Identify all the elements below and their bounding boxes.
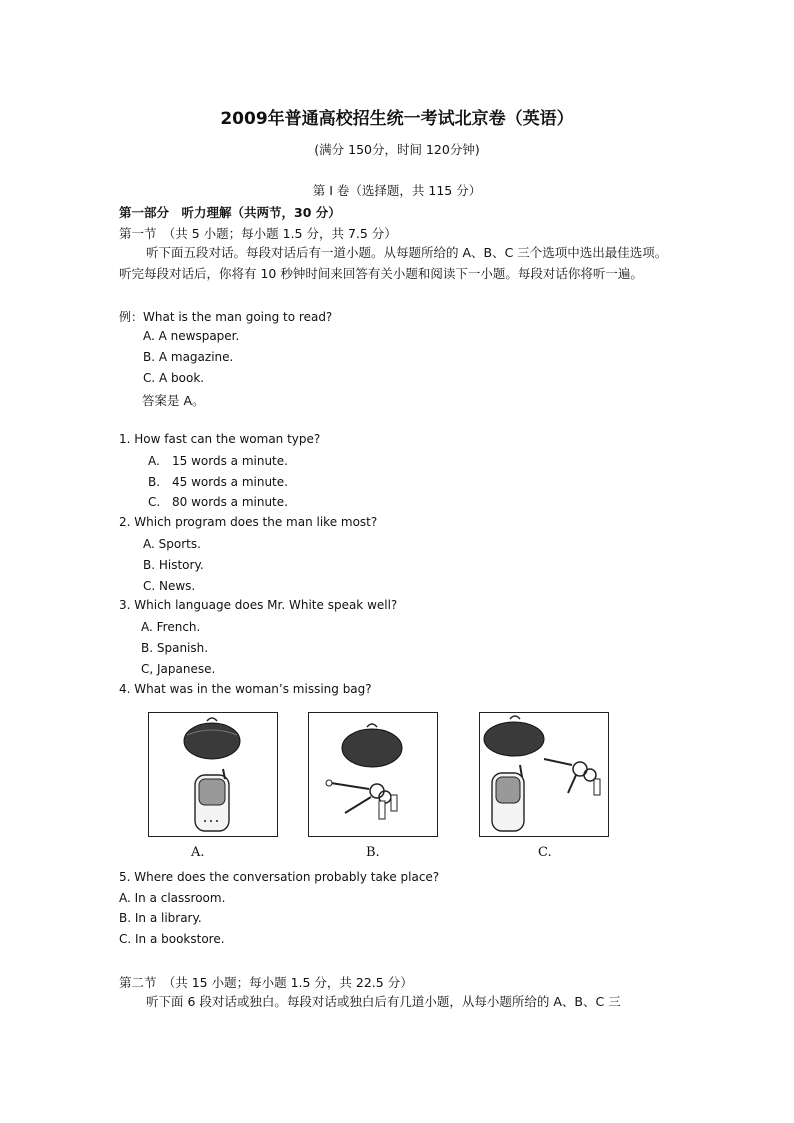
option-text: 15 words a minute. <box>172 454 288 468</box>
question-2-option-a: A. Sports. <box>143 537 201 551</box>
purse-keys-and-phone-image <box>480 713 608 836</box>
question-1-option-c <box>148 495 288 509</box>
question-3-stem: 3. Which language does Mr. White speak well? <box>119 598 398 612</box>
example-answer: 答案是 A。 <box>142 393 205 408</box>
section1-instructions: 听下面五段对话。每段对话后有一道小题。从每题所给的 A、B、C 三个选项中选出最佳选项。听完每段对话后，你将有 10 秒钟时间来回答有关小题和阅读下一小题。每段对话你将听一遍。 <box>119 245 668 281</box>
exam-title: 2009年普通高校招生统一考试北京卷（英语） <box>220 109 574 129</box>
purse-and-phone-image <box>149 713 277 836</box>
question-3-option-a: A. French. <box>141 620 201 634</box>
picture-a-label: A. <box>191 845 205 860</box>
question-5-option-c: C. In a bookstore. <box>119 932 225 946</box>
option-letter: A. <box>148 454 160 468</box>
question-5-option-b: B. In a library. <box>119 911 202 925</box>
picture-c-label: C. <box>538 845 552 860</box>
section2-instructions: 听下面 6 段对话或独白。每段对话或独白后有几道小题，从每小题所给的 A、B、C 三 <box>146 994 621 1009</box>
purse-and-keys-image <box>309 713 437 836</box>
example-question: 例：What is the man going to read? <box>119 310 333 324</box>
question-5-stem: 5. Where does the conversation probably take place? <box>119 870 440 884</box>
question-2-option-b: B. History. <box>143 558 204 572</box>
question-1-option-b <box>148 475 288 489</box>
example-option: A. A newspaper. <box>143 329 240 343</box>
example-option: B. A magazine. <box>143 350 234 364</box>
volume-heading: 第 I 卷（选择题，共 115 分） <box>312 183 482 198</box>
option-letter: B. <box>148 475 161 489</box>
question-1-stem: 1. How fast can the woman type? <box>119 432 321 446</box>
question-3-option-b: B. Spanish. <box>141 641 209 655</box>
picture-b-label: B. <box>366 845 380 860</box>
picture-a <box>148 712 278 837</box>
question-3-option-c: C, Japanese. <box>141 662 216 676</box>
question-2-option-c: C. News. <box>143 579 196 593</box>
question-4-stem: 4. What was in the woman’s missing bag? <box>119 682 372 696</box>
option-text: 45 words a minute. <box>172 475 288 489</box>
section2-heading: 第二节 （共 15 小题；每小题 1.5 分，共 22.5 分） <box>119 975 413 990</box>
option-letter: C. <box>148 495 161 509</box>
part1-heading: 第一部分 听力理解（共两节，30 分） <box>119 205 341 220</box>
section1-heading: 第一节 （共 5 小题；每小题 1.5 分，共 7.5 分） <box>119 226 397 241</box>
exam-subtitle: (满分 150分，时间 120分钟) <box>314 142 480 157</box>
question-5-option-a: A. In a classroom. <box>119 891 226 905</box>
picture-b <box>308 712 438 837</box>
picture-c <box>479 712 609 837</box>
question-1-option-a <box>148 454 288 468</box>
option-text: 80 words a minute. <box>172 495 288 509</box>
example-option: C. A book. <box>143 371 205 385</box>
question-2-stem: 2. Which program does the man like most? <box>119 515 378 529</box>
